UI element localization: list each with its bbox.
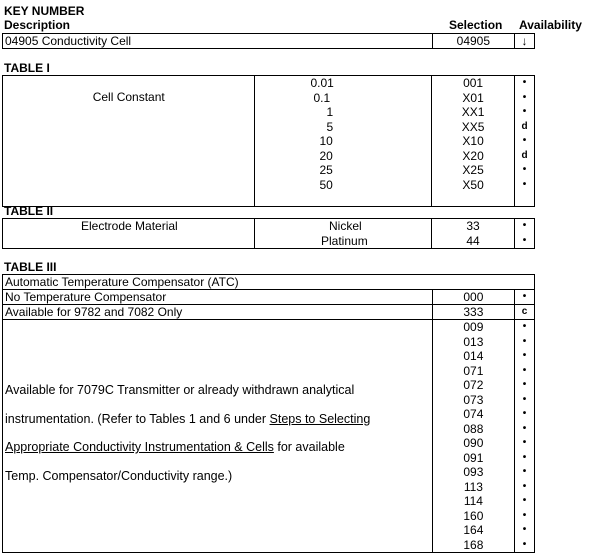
availability-mark: • bbox=[522, 524, 527, 535]
availability-mark: • bbox=[522, 495, 527, 506]
table1-value: 10 bbox=[319, 134, 333, 148]
table3-selection: 093 bbox=[463, 465, 484, 479]
table1-label-cell bbox=[3, 76, 255, 207]
availability-mark: • bbox=[522, 451, 527, 463]
table3-selections-cell bbox=[432, 320, 514, 553]
table1-selection: X50 bbox=[462, 177, 484, 192]
table1-value: 25 bbox=[319, 163, 333, 177]
table1-selection: X25 bbox=[462, 163, 484, 177]
note-line-3 bbox=[5, 433, 370, 462]
availability-mark: • bbox=[522, 164, 527, 175]
table1-selection: X20 bbox=[462, 148, 484, 163]
table2-selection: 44 bbox=[466, 233, 480, 248]
note-line-1: Available for 7079C Transmitter or already withdrawn analytical bbox=[5, 383, 355, 397]
availability-heading: Availability bbox=[519, 18, 582, 32]
table2 bbox=[2, 218, 535, 249]
availability-mark: • bbox=[522, 480, 527, 492]
table3-selection: 160 bbox=[463, 508, 484, 523]
table3-selection: 090 bbox=[463, 436, 484, 450]
availability-mark: • bbox=[522, 422, 527, 434]
table3-selection: 013 bbox=[463, 334, 484, 349]
table1-selection: X10 bbox=[462, 134, 484, 148]
availability-mark: d bbox=[521, 120, 528, 132]
key-availability-cell: ↓ bbox=[515, 34, 535, 49]
table1-value: 1 bbox=[326, 105, 334, 119]
availability-mark: • bbox=[522, 379, 527, 390]
table2-title: TABLE II bbox=[4, 204, 54, 218]
steps-link[interactable]: Steps to Selecting bbox=[269, 411, 371, 426]
table3-selection: 073 bbox=[463, 392, 484, 407]
cell-constant-label: Cell Constant bbox=[92, 90, 165, 104]
key-selection-cell: 04905 bbox=[432, 34, 515, 49]
conductivity-link[interactable]: Appropriate Conductivity Instrumentation & Cells bbox=[5, 440, 274, 454]
table1-selection: XX5 bbox=[461, 119, 485, 134]
available-9782-cell: Available for 9782 and 7082 Only bbox=[3, 305, 433, 320]
table1-value: 50 bbox=[319, 177, 333, 192]
availability-mark: • bbox=[522, 91, 527, 103]
availability-mark: c bbox=[515, 305, 535, 320]
availability-mark: • bbox=[522, 234, 527, 246]
table2-selection: 33 bbox=[466, 219, 480, 233]
table3-selection: 114 bbox=[463, 494, 483, 508]
table3-selection: 113 bbox=[463, 479, 483, 494]
no-compensator-cell: No Temperature Compensator bbox=[3, 290, 433, 305]
note-text: for available bbox=[273, 440, 345, 454]
table1-value: 5 bbox=[326, 119, 334, 134]
availability-mark: • bbox=[522, 135, 527, 146]
note-text: instrumentation. (Refer to Tables 1 and 6 under bbox=[5, 411, 270, 426]
availability-mark: • bbox=[522, 178, 527, 190]
table3-selection: 088 bbox=[463, 421, 484, 436]
availability-mark: • bbox=[522, 106, 527, 117]
table1 bbox=[2, 75, 535, 207]
note-line-2 bbox=[5, 405, 370, 434]
table3-selection: 072 bbox=[463, 378, 484, 392]
table3-selection: 074 bbox=[463, 407, 484, 421]
atc-note-cell bbox=[3, 320, 433, 553]
table2-label-cell bbox=[3, 219, 255, 249]
table2-selection-cell bbox=[432, 219, 515, 249]
table1-selection-cell bbox=[432, 76, 515, 207]
table1-value: 0.1 bbox=[313, 90, 331, 105]
table3 bbox=[2, 274, 535, 553]
table1-value: 20 bbox=[319, 148, 333, 163]
table1-selection: X01 bbox=[462, 90, 484, 105]
electrode-material-label: Electrode Material bbox=[81, 219, 178, 233]
table3-selection: 071 bbox=[463, 363, 484, 378]
availability-mark: d bbox=[521, 149, 528, 161]
availability-mark: • bbox=[522, 350, 527, 361]
table1-selection: 001 bbox=[463, 76, 484, 90]
availability-mark: • bbox=[522, 393, 527, 405]
availability-mark: • bbox=[522, 538, 527, 550]
description-heading: Description bbox=[4, 18, 71, 32]
atc-heading-cell: Automatic Temperature Compensator (ATC) bbox=[3, 275, 535, 290]
table2-values-cell bbox=[255, 219, 432, 249]
table3-selection: 009 bbox=[463, 320, 484, 334]
availability-mark: • bbox=[522, 408, 527, 419]
table2-value: Platinum bbox=[321, 233, 368, 248]
table2-availability-cell bbox=[515, 219, 535, 249]
availability-mark: • bbox=[522, 220, 527, 231]
table1-availability-cell bbox=[515, 76, 535, 207]
availability-mark: • bbox=[522, 466, 527, 477]
key-number-heading: KEY NUMBER bbox=[4, 4, 85, 18]
table3-selection: 014 bbox=[463, 349, 484, 363]
availability-mark: • bbox=[522, 335, 527, 347]
availability-mark: • bbox=[522, 509, 527, 521]
table3-selection: 168 bbox=[463, 537, 484, 552]
note-line-4: Temp. Compensator/Conductivity range.) bbox=[5, 468, 233, 483]
table1-title: TABLE I bbox=[4, 61, 50, 75]
table2-value: Nickel bbox=[329, 219, 362, 233]
availability-mark: • bbox=[522, 321, 527, 332]
table3-selection: 091 bbox=[463, 450, 484, 465]
availability-mark: • bbox=[522, 364, 527, 376]
table3-title: TABLE III bbox=[4, 260, 57, 274]
key-number-table bbox=[2, 33, 535, 49]
selection-heading: Selection bbox=[449, 18, 503, 32]
table1-selection: XX1 bbox=[461, 105, 485, 119]
table3-selection: 333 bbox=[432, 305, 514, 320]
table1-values-cell bbox=[255, 76, 432, 207]
availability-mark: • bbox=[515, 290, 535, 305]
availability-mark: • bbox=[522, 437, 527, 448]
availability-mark: • bbox=[522, 77, 527, 88]
table1-value: 0.01 bbox=[310, 76, 334, 90]
table3-selection: 164 bbox=[463, 523, 484, 537]
table1-values bbox=[255, 76, 431, 192]
key-description-cell: 04905 Conductivity Cell bbox=[3, 34, 433, 49]
table3-availability-cell bbox=[515, 320, 535, 553]
table3-selection: 000 bbox=[432, 290, 514, 305]
